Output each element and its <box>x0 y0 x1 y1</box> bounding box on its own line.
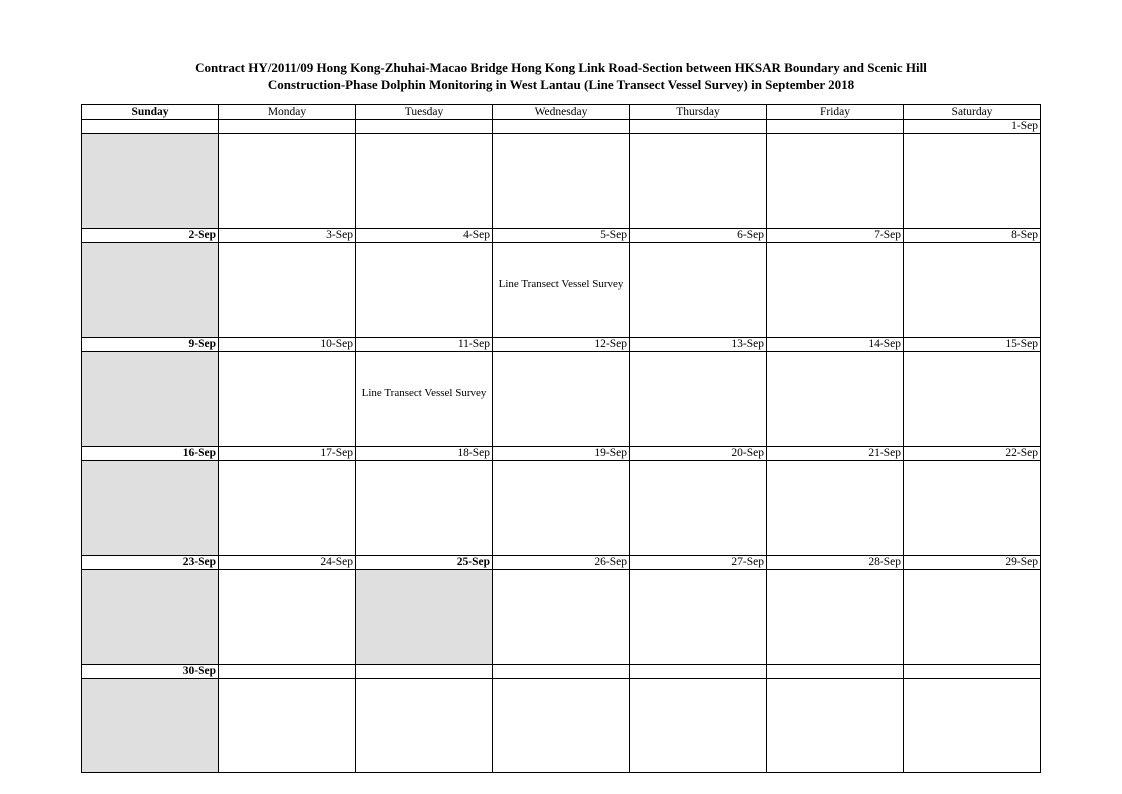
day-cell <box>767 570 903 664</box>
day-date-label: 25-Sep <box>456 556 490 568</box>
document-title-line-1: Contract HY/2011/09 Hong Kong-Zhuhai-Macao Bridge Hong Kong Link Road-Section between HKSAR Boundary and Scenic Hill <box>195 60 927 75</box>
day-cell <box>904 461 1040 555</box>
grid-column-line <box>81 104 82 773</box>
day-date-label <box>904 665 1040 678</box>
grid-column-line <box>492 104 493 773</box>
day-date-label: 4-Sep <box>463 229 490 241</box>
grid-row-line <box>81 555 1041 556</box>
grid-row-line <box>81 351 1041 352</box>
day-date-label: 27-Sep <box>731 556 764 568</box>
grid-column-line <box>903 104 904 773</box>
day-cell <box>767 352 903 446</box>
day-date-label: 5-Sep <box>600 229 627 241</box>
day-cell <box>82 134 218 228</box>
day-date-label: 6-Sep <box>737 229 764 241</box>
day-date-label <box>630 120 766 133</box>
day-cell <box>219 570 355 664</box>
weekday-header-friday: Friday <box>819 106 851 118</box>
grid-row-line <box>81 133 1041 134</box>
day-cell <box>82 352 218 446</box>
day-cell <box>493 570 629 664</box>
day-cell <box>356 352 492 446</box>
survey-event: Line Transect Vessel Survey <box>498 278 624 290</box>
day-date-label: 12-Sep <box>594 338 627 350</box>
day-cell <box>219 134 355 228</box>
day-date-label: 29-Sep <box>1005 556 1038 568</box>
grid-row-line <box>81 664 1041 665</box>
day-date-label: 3-Sep <box>326 229 353 241</box>
day-date-label <box>219 665 355 678</box>
grid-column-line <box>629 104 630 773</box>
day-cell <box>82 570 218 664</box>
grid-row-line <box>81 569 1041 570</box>
day-date-label <box>493 665 629 678</box>
day-cell <box>219 679 355 773</box>
day-cell <box>493 461 629 555</box>
document-title-line-2: Construction-Phase Dolphin Monitoring in West Lantau (Line Transect Vessel Survey) in September 2018 <box>267 77 855 92</box>
day-date-label: 17-Sep <box>320 447 353 459</box>
day-date-label: 14-Sep <box>868 338 901 350</box>
day-cell <box>82 243 218 337</box>
grid-row-line <box>81 772 1041 773</box>
day-date-label: 21-Sep <box>868 447 901 459</box>
day-cell <box>630 679 766 773</box>
day-date-label <box>356 120 492 133</box>
day-date-label: 20-Sep <box>731 447 764 459</box>
grid-row-line <box>81 242 1041 243</box>
day-cell <box>219 461 355 555</box>
day-cell <box>219 243 355 337</box>
day-cell <box>630 352 766 446</box>
day-date-label: 23-Sep <box>182 556 216 568</box>
day-date-label: 19-Sep <box>594 447 627 459</box>
day-date-label: 1-Sep <box>1011 120 1038 132</box>
grid-row-line <box>81 460 1041 461</box>
grid-row-line <box>81 104 1041 105</box>
day-date-label: 8-Sep <box>1011 229 1038 241</box>
day-date-label <box>493 120 629 133</box>
day-cell <box>82 461 218 555</box>
day-date-label: 30-Sep <box>182 665 216 677</box>
day-date-label: 16-Sep <box>182 447 216 459</box>
day-cell <box>493 134 629 228</box>
day-cell <box>767 243 903 337</box>
grid-row-line <box>81 678 1041 679</box>
day-cell <box>904 352 1040 446</box>
day-cell <box>904 134 1040 228</box>
day-cell <box>493 352 629 446</box>
weekday-header-tuesday: Tuesday <box>404 106 444 118</box>
weekday-header-wednesday: Wednesday <box>534 106 588 118</box>
weekday-header-thursday: Thursday <box>676 106 720 118</box>
grid-column-line <box>355 104 356 773</box>
day-cell <box>767 134 903 228</box>
weekday-header-sunday: Sunday <box>131 106 169 118</box>
day-date-label: 26-Sep <box>594 556 627 568</box>
grid-column-line <box>766 104 767 773</box>
day-cell <box>356 461 492 555</box>
day-date-label: 18-Sep <box>457 447 490 459</box>
day-date-label <box>767 120 903 133</box>
day-cell <box>904 243 1040 337</box>
weekday-header-saturday: Saturday <box>951 106 993 118</box>
day-cell <box>219 352 355 446</box>
day-date-label: 10-Sep <box>320 338 353 350</box>
day-cell <box>82 679 218 773</box>
grid-row-line <box>81 337 1041 338</box>
grid-column-line <box>218 104 219 773</box>
day-date-label <box>767 665 903 678</box>
day-cell <box>356 134 492 228</box>
day-date-label: 9-Sep <box>188 338 216 350</box>
day-cell <box>493 679 629 773</box>
day-cell <box>630 134 766 228</box>
day-date-label <box>219 120 355 133</box>
day-date-label: 28-Sep <box>868 556 901 568</box>
day-cell <box>630 461 766 555</box>
day-cell <box>904 679 1040 773</box>
day-date-label: 7-Sep <box>874 229 901 241</box>
grid-row-line <box>81 228 1041 229</box>
day-cell <box>630 243 766 337</box>
day-cell <box>767 461 903 555</box>
grid-column-line <box>1040 104 1041 773</box>
day-date-label: 24-Sep <box>320 556 353 568</box>
day-date-label: 11-Sep <box>457 338 490 350</box>
day-date-label: 22-Sep <box>1005 447 1038 459</box>
day-cell <box>767 679 903 773</box>
weekday-header-monday: Monday <box>267 106 307 118</box>
day-date-label: 15-Sep <box>1005 338 1038 350</box>
survey-event: Line Transect Vessel Survey <box>361 387 487 399</box>
day-cell <box>904 570 1040 664</box>
day-date-label <box>356 665 492 678</box>
day-cell <box>356 570 492 664</box>
day-date-label: 13-Sep <box>731 338 764 350</box>
day-date-label <box>630 665 766 678</box>
day-cell <box>356 243 492 337</box>
grid-row-line <box>81 446 1041 447</box>
day-cell <box>493 243 629 337</box>
day-date-label <box>82 120 218 133</box>
grid-row-line <box>81 119 1041 120</box>
day-cell <box>630 570 766 664</box>
day-date-label: 2-Sep <box>188 229 216 241</box>
day-cell <box>356 679 492 773</box>
